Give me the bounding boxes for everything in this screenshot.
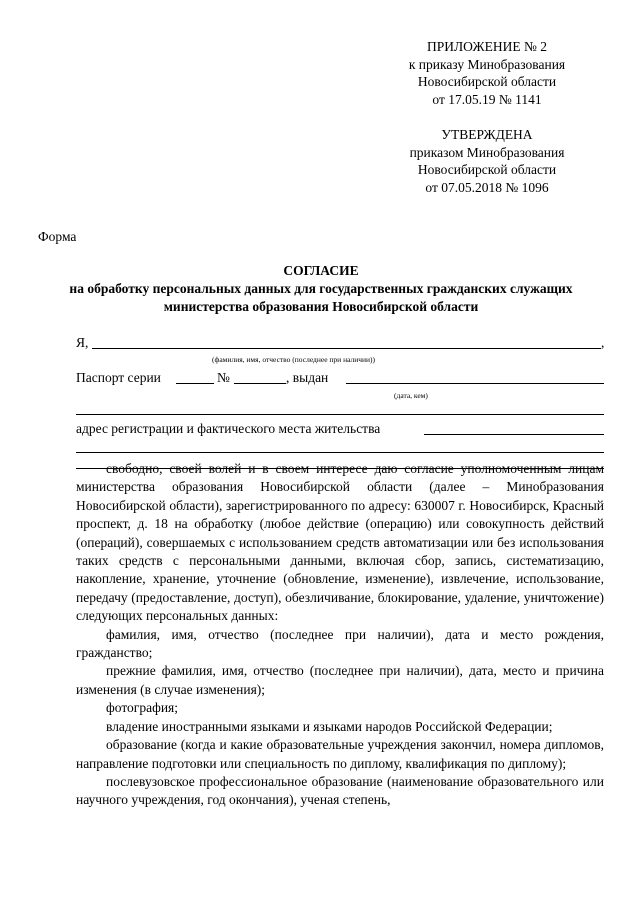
issued-field[interactable] (346, 383, 604, 384)
approved-line-2: Новосибирской области (417, 162, 557, 177)
passport-series-field[interactable] (176, 383, 214, 384)
consent-item: послевузовское профессиональное образование (наименование образовательного или научного учреждения, год окончания), ученая степень, (76, 773, 604, 808)
fio-comma: , (601, 335, 605, 350)
consent-body (76, 460, 604, 810)
issued-field-continued[interactable] (76, 414, 604, 415)
issued-hint: (дата, кем) (394, 391, 428, 400)
address-label: адрес регистрации и фактического места жительства (76, 421, 381, 436)
passport-number-field[interactable] (234, 383, 286, 384)
consent-item: прежние фамилия, имя, отчество (последнее при наличии), дата, место и причина изменения (в случае изменения); (76, 663, 604, 697)
i-label: Я, (76, 335, 89, 350)
issued-label: , выдан (286, 370, 329, 385)
fio-field[interactable] (92, 348, 601, 349)
consent-item: фамилия, имя, отчество (последнее при наличии), дата и место рождения, гражданство; (76, 626, 604, 661)
address-field-line-2[interactable] (76, 452, 604, 453)
consent-item: образование (когда и какие образовательные учреждения закончил, номера дипломов, направление подготовки или специальность по диплому, квалификация по диплому); (76, 737, 604, 771)
address-field[interactable] (424, 434, 604, 435)
passport-number-label: № (217, 370, 230, 385)
approved-line-1: приказом Минобразования (409, 144, 565, 160)
consent-intro: свободно, своей волей и в своем интересе даю согласие уполномоченным лицам министерства образования Новосибирской области (далее – Минобразования Новосибирской области), зарегистрированного по адресу: 630007 г. Новосибирск, Красный проспект, д. 18 на обработку (любое действие (операцию) или совокупность действий (операций), совершаемых с использованием средств автоматизации или без использования таких средств с персональными данными, включая сбор, запись, систематизацию, накопление, хранение, уточнение (обновление, изменение), извлечение, использование, передачу (предоставление, доступ), обезличивание, блокирование, удаление, уничтожение) следующих персональных данных: (76, 461, 604, 624)
annex-title: ПРИЛОЖЕНИЕ № 2 (426, 39, 548, 54)
form-label: Форма (38, 229, 77, 244)
approved-block (372, 126, 602, 196)
approved-title: УТВЕРЖДЕНА (441, 127, 533, 142)
document-subtitle (38, 280, 604, 315)
annex-block (372, 38, 602, 108)
fio-hint: (фамилия, имя, отчество (последнее при наличии)) (212, 355, 376, 364)
subtitle-line-2: министерства образования Новосибирской области (163, 298, 479, 314)
consent-item: фотография; (106, 700, 179, 716)
passport-series-label: Паспорт серии (76, 370, 161, 385)
subtitle-line-1: на обработку персональных данных для государственных гражданских служащих (69, 281, 573, 296)
document-title: СОГЛАСИЕ (283, 263, 359, 278)
annex-line-2: Новосибирской области (417, 74, 557, 89)
annex-line-3: от 17.05.19 № 1141 (432, 91, 542, 107)
consent-item: владение иностранными языками и языками народов Российской Федерации; (106, 718, 553, 734)
approved-line-3: от 07.05.2018 № 1096 (425, 179, 549, 195)
annex-line-1: к приказу Минобразования (408, 56, 566, 72)
